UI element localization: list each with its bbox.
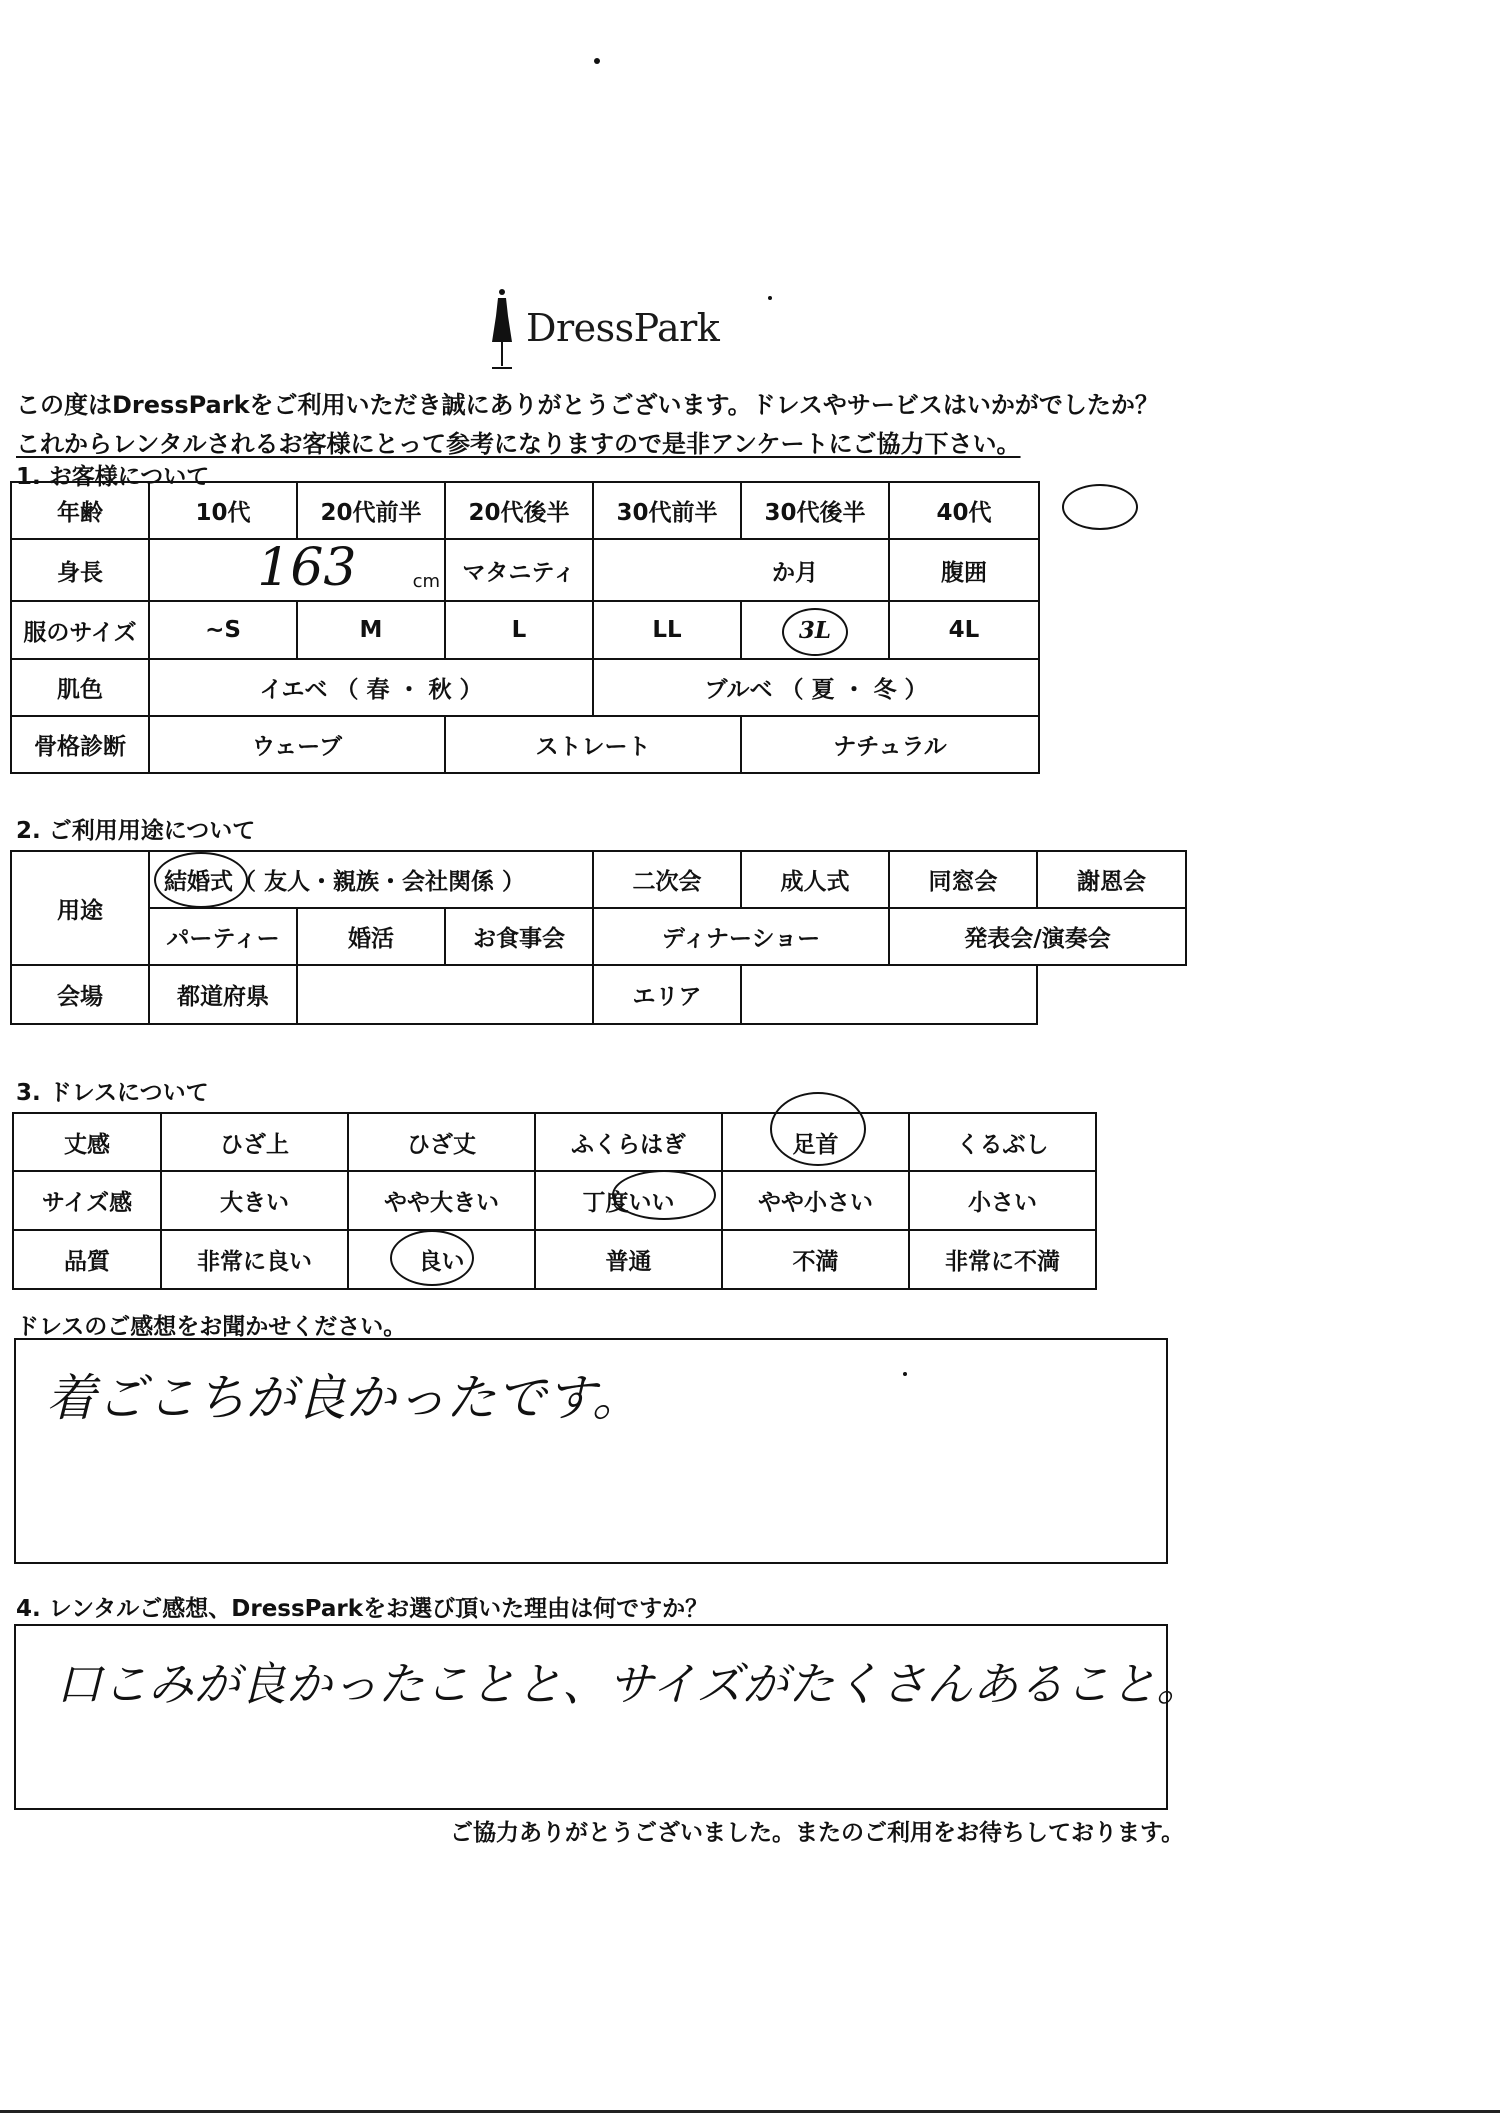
quality-option[interactable]: 不満 [722,1230,909,1289]
usage-option[interactable]: 発表会/演奏会 [889,908,1186,965]
height-unit: cm [412,571,440,592]
frame-option[interactable]: ナチュラル [741,716,1039,773]
fit-row [13,1171,1096,1230]
size-option[interactable]: M [297,601,445,659]
length-option[interactable]: ひざ丈 [348,1113,535,1171]
fit-label: サイズ感 [13,1171,161,1230]
height-field[interactable] [149,539,445,601]
age-option[interactable]: 20代後半 [445,482,593,539]
skin-row [11,659,1039,716]
usage-table [10,850,1187,1025]
dresspark-logo [484,286,744,376]
venue-label: 会場 [11,965,149,1024]
size-option[interactable]: ~S [149,601,297,659]
quality-option[interactable]: 普通 [535,1230,722,1289]
size-option[interactable]: LL [593,601,741,659]
frame-label: 骨格診断 [11,716,149,773]
section4-title: 4. レンタルご感想、DressParkをお選び頂いた理由は何ですか？ [16,1596,709,1622]
area-field[interactable] [741,965,1037,1024]
age-label: 年齢 [11,482,149,539]
prefecture-field[interactable] [297,965,593,1024]
usage-option[interactable]: ディナーショー [593,908,889,965]
usage-row-1 [11,851,1186,908]
intro-line-2: これからレンタルされるお客様にとって参考になりますので是非アンケートにご協力下さい。 [16,430,1021,458]
quality-option-selected[interactable]: 良い [348,1230,535,1289]
maternity-field[interactable] [593,539,889,601]
size-option-selected[interactable]: 3L [741,601,889,659]
usage-option[interactable]: 二次会 [593,851,741,908]
age-option[interactable]: 30代前半 [593,482,741,539]
brand-name: DressPark [526,306,720,350]
usage-option[interactable]: 同窓会 [889,851,1037,908]
reason-answer: 口こみが良かったことと、サイズがたくさんあること。 [56,1657,1203,1711]
area-label: エリア [593,965,741,1024]
age-option[interactable]: 30代後半 [741,482,889,539]
age-option[interactable]: 40代 [889,482,1039,539]
reason-box[interactable] [14,1624,1203,1810]
length-option[interactable]: ひざ上 [161,1113,348,1171]
closing-message: ご協力ありがとうございました。またのご利用をお待ちしております。 [450,1820,1185,1846]
height-row [11,539,1039,601]
quality-option[interactable]: 非常に良い [161,1230,348,1289]
scan-mark [594,58,600,64]
maternity-unit: か月 [772,559,818,586]
section1-title: 1. お客様について [16,464,210,490]
usage-label: 用途 [11,851,149,965]
bottom-border [0,2110,1500,2113]
usage-option[interactable]: 謝恩会 [1037,851,1186,908]
frame-option[interactable]: ストレート [445,716,741,773]
usage-row-2 [11,908,1186,965]
dress-table [12,1112,1097,1290]
age-option[interactable]: 20代前半 [297,482,445,539]
scan-mark [768,296,772,300]
length-option[interactable]: ふくらはぎ [535,1113,722,1171]
quality-label: 品質 [13,1230,161,1289]
quality-row [13,1230,1096,1289]
size-row [11,601,1039,659]
height-label: 身長 [11,539,149,601]
fit-option[interactable]: 小さい [909,1171,1096,1230]
age-selection-circle [1062,484,1138,530]
customer-info-table [10,481,1040,774]
frame-option[interactable]: ウェーブ [149,716,445,773]
usage-option[interactable]: パーティー [149,908,297,965]
section3-title: 3. ドレスについて [16,1080,209,1106]
usage-option[interactable]: 成人式 [741,851,889,908]
skin-blue-option[interactable]: ブルベ （ 夏 ・ 冬 ） [593,659,1039,716]
prefecture-label: 都道府県 [149,965,297,1024]
frame-row [11,716,1039,773]
usage-option[interactable]: 婚活 [297,908,445,965]
skin-label: 肌色 [11,659,149,716]
length-row [13,1113,1096,1171]
fit-option[interactable]: やや小さい [722,1171,909,1230]
impression-box[interactable] [14,1338,1168,1564]
height-value: 163 [257,539,357,598]
age-option[interactable]: 10代 [149,482,297,539]
size-label: 服のサイズ [11,601,149,659]
intro-line-1: この度はDressParkをご利用いただき誠にありがとうございます。ドレスやサービスはいかがでしたか？ [16,391,1159,419]
wedding-option[interactable] [149,851,593,908]
dress-form-icon [484,286,524,376]
size-option[interactable]: 4L [889,601,1039,659]
section2-title: 2. ご利用用途について [16,818,256,844]
wedding-detail: （ 友人・親族・会社関係 ） [233,869,526,895]
impression-answer: 着ごこちが良かったです。 [46,1369,642,1427]
length-label: 丈感 [13,1113,161,1171]
age-row [11,482,1039,539]
quality-option[interactable]: 非常に不満 [909,1230,1096,1289]
venue-row [11,965,1186,1024]
waist-label: 腹囲 [889,539,1039,601]
length-option[interactable]: くるぶし [909,1113,1096,1171]
length-option-selected[interactable]: 足首 [722,1113,909,1171]
fit-option[interactable]: やや大きい [348,1171,535,1230]
size-option[interactable]: L [445,601,593,659]
skin-yellow-option[interactable]: イエベ （ 春 ・ 秋 ） [149,659,593,716]
impression-prompt: ドレスのご感想をお聞かせください。 [16,1314,407,1340]
usage-option[interactable]: お食事会 [445,908,593,965]
fit-option-selected[interactable]: 丁度いい [535,1171,722,1230]
wedding-label: 結婚式 [164,869,233,895]
maternity-label: マタニティ [445,539,593,601]
fit-option[interactable]: 大きい [161,1171,348,1230]
